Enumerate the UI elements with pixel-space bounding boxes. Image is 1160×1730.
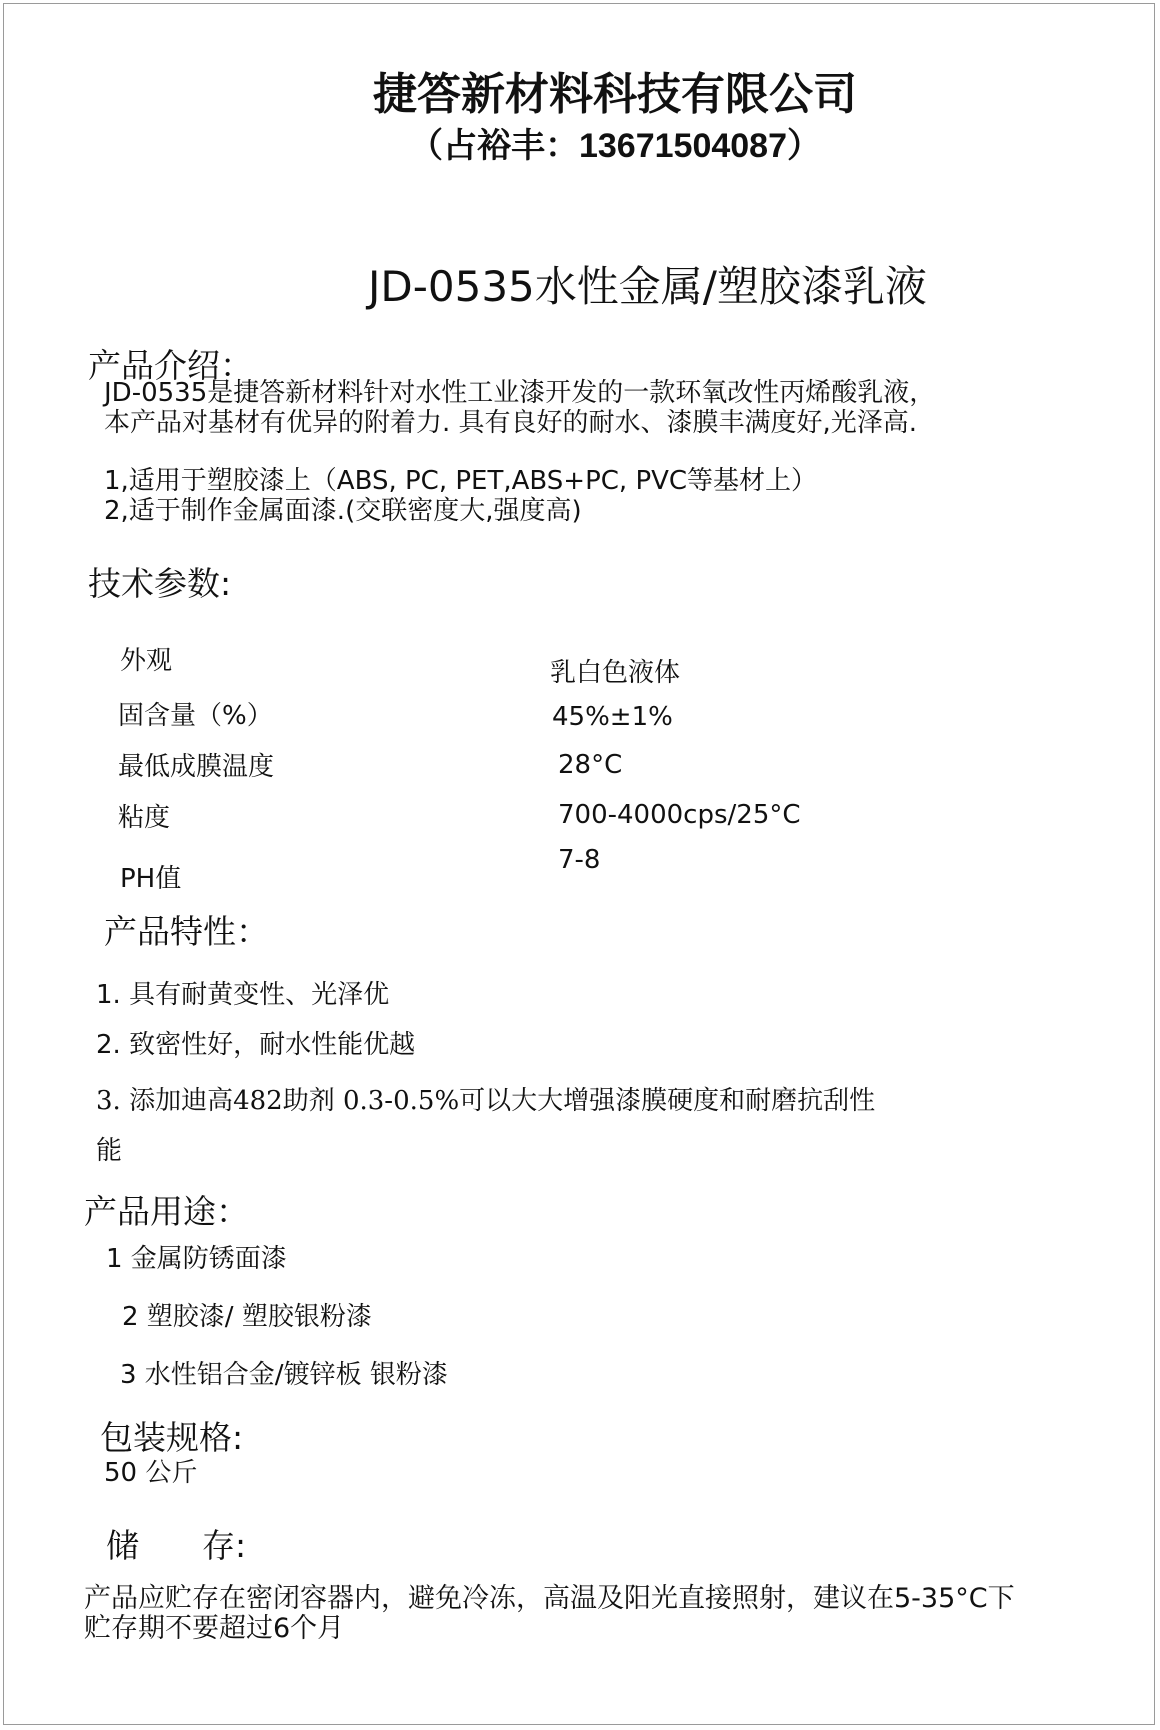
param-name: 最低成膜温度: [118, 752, 275, 782]
param-name: 粘度: [118, 803, 171, 833]
param-value: 乳白色液体: [550, 658, 681, 688]
param-value: 45%±1%: [552, 702, 673, 732]
intro-line: 本产品对基材有优异的附着力. 具有良好的耐水、漆膜丰满度好,光泽高.: [104, 408, 918, 438]
feature-item: 2. 致密性好，耐水性能优越: [96, 1030, 416, 1060]
storage-text: [84, 1584, 1015, 1644]
storage-heading: 储 存:: [106, 1526, 247, 1565]
application-item: 3 水性铝合金/镀锌板 银粉漆: [120, 1360, 448, 1390]
param-value: 700-4000cps/25°C: [558, 800, 801, 830]
param-name: PH值: [120, 864, 182, 894]
storage-line: 贮存期不要超过6个月: [84, 1613, 345, 1644]
param-value: 28°C: [558, 750, 623, 780]
application-item: 2 塑胶漆/ 塑胶银粉漆: [122, 1302, 372, 1332]
company-name: 捷答新材料科技有限公司: [373, 70, 857, 119]
intro-use-line: 2,适于制作金属面漆.(交联密度大,强度高): [104, 496, 582, 526]
param-value: 7-8: [558, 845, 601, 875]
application-item: 1 金属防锈面漆: [106, 1244, 287, 1274]
product-title: JD-0535水性金属/塑胶漆乳液: [368, 262, 927, 311]
feature-item: 3. 添加迪高482助剂 0.3-0.5%可以大大增强漆膜硬度和耐磨抗刮性: [96, 1086, 876, 1116]
packaging-value: 50 公斤: [104, 1458, 198, 1488]
feature-item: 1. 具有耐黄变性、光泽优: [96, 980, 390, 1010]
param-name: 外观: [120, 646, 173, 676]
company-contact: （占裕丰：13671504087）: [408, 127, 821, 165]
intro-line: JD-0535是捷答新材料针对水性工业漆开发的一款环氧改性丙烯酸乳液，: [104, 378, 936, 408]
feature-item-continuation: 能: [96, 1136, 123, 1166]
applications-heading: 产品用途：: [84, 1192, 249, 1231]
storage-line: 产品应贮存在密闭容器内，避免冷冻，高温及阳光直接照射，建议在5-35°C下: [84, 1583, 1015, 1614]
param-name: 固含量（%）: [118, 701, 273, 731]
tech-params-heading: 技术参数:: [88, 564, 232, 603]
packaging-heading: 包装规格:: [100, 1418, 244, 1457]
intro-use-line: 1,适用于塑胶漆上（ABS, PC, PET,ABS+PC, PVC等基材上）: [104, 466, 818, 496]
features-heading: 产品特性：: [104, 912, 269, 951]
intro-heading: 产品介绍：: [88, 346, 253, 385]
